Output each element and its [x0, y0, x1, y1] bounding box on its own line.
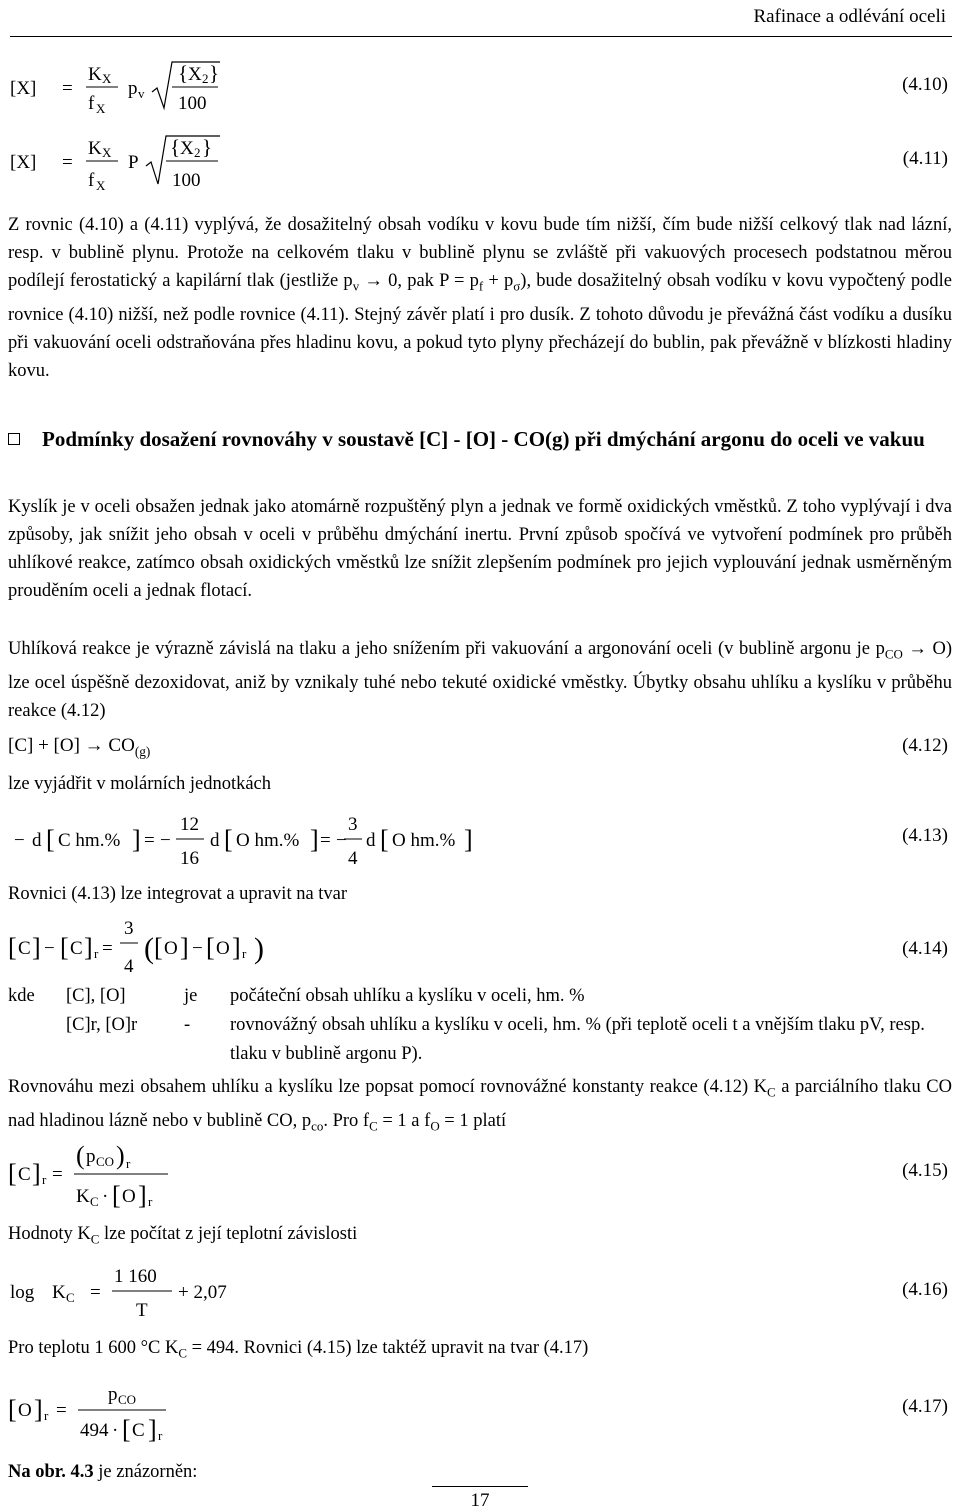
eq411-f-sub: X: [96, 178, 106, 193]
svg-text:C: C: [18, 938, 31, 959]
eq410-lhs: [X]: [10, 78, 37, 99]
svg-text:494: 494: [80, 1420, 109, 1441]
svg-text:=: =: [320, 830, 331, 851]
paragraph-integrate: Rovnici (4.13) lze integrovat a upravit na tvar: [8, 884, 348, 904]
svg-text:4: 4: [348, 848, 358, 869]
eq416-number: (4.16): [902, 1279, 948, 1300]
eq410-p: p: [128, 78, 138, 99]
eq410-f-sub: X: [96, 101, 106, 116]
svg-text:): ): [254, 932, 264, 965]
equation-4-15: [8, 1136, 248, 1212]
eq414-number: (4.14): [902, 938, 948, 959]
eq413-number: (4.13): [902, 825, 948, 846]
eq410-x2-sub: 2: [202, 71, 209, 86]
svg-text:[: [: [8, 1395, 17, 1424]
svg-text:]: ]: [32, 1159, 41, 1188]
equation-4-11: [8, 130, 248, 200]
eq410-k: K: [88, 64, 102, 85]
svg-text:(: (: [76, 1141, 85, 1170]
eq410-f: f: [88, 93, 95, 114]
svg-text:[: [: [8, 1159, 17, 1188]
svg-text:log: log: [10, 1282, 35, 1303]
paragraph-molar: lze vyjádřit v molárních jednotkách: [8, 774, 272, 794]
svg-text:=: =: [52, 1164, 63, 1185]
eq411-P: P: [128, 152, 139, 173]
paragraph-carbon-reaction: Uhlíková reakce je výrazně závislá na tlaku a jeho snížením při vakuování a argonování oceli (v bublině argonu je $p_{CO} \to O$) lze ocel úspěšně dezoxidovat, aniž by vznikaly tuhé nebo tekuté oxidické vměstky. Úbytky obsahu uhlíku a kyslíku v průběhu reakce (4.12): [8, 639, 952, 721]
eq410-p-sub: v: [138, 86, 145, 101]
svg-text:d: d: [32, 830, 42, 851]
svg-text:[: [: [206, 933, 215, 962]
svg-text:r: r: [44, 1408, 49, 1423]
svg-text:−: −: [160, 830, 171, 851]
svg-text:}: }: [202, 135, 213, 159]
eq417-number: (4.17): [902, 1396, 948, 1417]
eq411-f: f: [88, 170, 95, 191]
running-header: Rafinace a odlévání oceli: [753, 6, 946, 27]
svg-text:]: ]: [32, 933, 41, 962]
svg-text:C: C: [18, 1164, 31, 1185]
eq410-k-sub: X: [102, 71, 112, 86]
svg-text:[: [: [60, 933, 69, 962]
equation-4-10: [8, 56, 248, 120]
svg-text:[: [: [380, 825, 389, 854]
equation-4-16: [8, 1260, 268, 1326]
eq411-k: K: [88, 138, 102, 159]
svg-text:{: {: [178, 61, 189, 85]
svg-text:r: r: [126, 1156, 131, 1171]
eq412-number: (4.12): [902, 735, 948, 756]
svg-text:CO: CO: [96, 1154, 115, 1169]
svg-text:4: 4: [124, 956, 134, 977]
svg-text:]: ]: [464, 825, 473, 854]
svg-text:−: −: [336, 830, 347, 851]
eq410-den: 100: [178, 93, 207, 114]
svg-text:=: =: [90, 1282, 101, 1303]
svg-text:12: 12: [180, 814, 199, 835]
svg-text:r: r: [242, 946, 247, 961]
svg-text:=: =: [102, 938, 113, 959]
equation-4-14: [8, 910, 328, 986]
section-heading: Podmínky dosažení rovnováhy v soustavě [C] - [O] - CO(g) při dmýchání argonu do oceli ve vakuu: [8, 425, 952, 454]
svg-text:O: O: [122, 1186, 136, 1207]
paragraph-hydrogen: Z rovnic (4.10) a (4.11) vyplývá, že dosažitelný obsah vodíku v kovu bude tím nižší, čím bude nižší celkový tlak nad lázní, resp. v bublině plynu. Protože na celkovém tlaku v bublině plynu se zvláště při vakuových procesech podstatnou měrou podílejí ferostatický a kapilární tlak (jestliže $p_v \to 0$, pak $P = p_f + p_\sigma$), bude dosažitelný obsah vodíku v kovu vypočtený podle rovnice (4.10) nižší, než podle rovnice (4.11). Stejný závěr platí i pro dusík. Z tohoto důvodu je převážná část vodíku a dusíku při vakuování oceli odstraňována přes hladinu kovu, a pokud tyto plyny přecházejí do bublin, pak převážně v blízkosti hladiny kovu.: [8, 215, 953, 381]
svg-text:[: [: [122, 1415, 131, 1444]
svg-text:O hm.%: O hm.%: [236, 830, 300, 851]
svg-text:]: ]: [148, 1415, 157, 1444]
svg-text:d: d: [210, 830, 220, 851]
svg-text:[: [: [224, 825, 233, 854]
svg-text:K: K: [52, 1282, 66, 1303]
paragraph-equilibrium: Rovnováhu mezi obsahem uhlíku a kyslíku lze popsat pomocí rovnovážné konstanty reakce (4.12) $K_C$ a parciálního tlaku CO nad hladinou lázně nebo v bublině CO, $p_{co}$. Pro $f_C = 1$ a $f_O = 1$ platí: [8, 1077, 952, 1134]
svg-text:C hm.%: C hm.%: [58, 830, 121, 851]
svg-text:[: [: [154, 933, 163, 962]
eq411-x2: X: [180, 138, 194, 159]
svg-text:]: ]: [132, 825, 141, 854]
svg-text:−: −: [14, 830, 25, 851]
eq410-equals: =: [62, 78, 73, 99]
svg-text:p: p: [108, 1384, 118, 1405]
footer-rule: [432, 1486, 528, 1487]
svg-text:CO: CO: [118, 1392, 137, 1407]
svg-text:+ 2,07: + 2,07: [178, 1282, 227, 1303]
svg-text:C: C: [90, 1194, 99, 1209]
eq411-k-sub: X: [102, 145, 112, 160]
equation-4-17: [8, 1374, 228, 1450]
svg-text:C: C: [70, 938, 83, 959]
eq410-number: (4.10): [902, 74, 948, 95]
svg-text:O: O: [216, 938, 230, 959]
svg-text:1 160: 1 160: [114, 1266, 157, 1287]
svg-text:C: C: [132, 1420, 145, 1441]
svg-text:[: [: [112, 1181, 121, 1210]
svg-text:d: d: [366, 830, 376, 851]
eq411-lhs: [X]: [10, 152, 37, 173]
svg-text:]: ]: [180, 933, 189, 962]
svg-text:T: T: [136, 1300, 148, 1321]
symbol-legend: kde [C], [O] je počáteční obsah uhlíku a kyslíku v oceli, hm. % [C]r, [O]r - rovnovážný obsah uhlíku a kyslíku v oceli, hm. % (při teplotě oceli t a vnějším tlaku pV, resp. tlaku v bublině argonu P).: [8, 986, 925, 1064]
svg-text:}: }: [209, 61, 220, 85]
header-rule: [10, 36, 952, 37]
svg-text:−: −: [192, 938, 203, 959]
svg-text:r: r: [94, 946, 99, 961]
svg-text:O: O: [164, 938, 178, 959]
paragraph-kc-values: Hodnoty $K_C$ lze počítat z její teplotní závislosti: [8, 1224, 358, 1247]
equation-4-13: [8, 808, 488, 874]
svg-text:3: 3: [124, 918, 134, 939]
svg-text:]: ]: [138, 1181, 147, 1210]
eq411-number: (4.11): [902, 148, 948, 169]
eq415-number: (4.15): [902, 1160, 948, 1181]
svg-text:p: p: [86, 1146, 96, 1167]
svg-text:]: ]: [84, 933, 93, 962]
svg-text:·: ·: [102, 1186, 109, 1207]
svg-text:r: r: [42, 1172, 47, 1187]
svg-text:3: 3: [348, 814, 358, 835]
checkbox-bullet-icon: [8, 433, 20, 445]
svg-text:]: ]: [310, 825, 319, 854]
eq410-x2: X: [188, 64, 202, 85]
svg-text:r: r: [148, 1194, 153, 1209]
svg-text:[: [: [8, 933, 17, 962]
svg-text:r: r: [158, 1428, 163, 1443]
svg-text:(: (: [144, 932, 154, 965]
eq411-den: 100: [172, 170, 201, 191]
svg-text:O hm.%: O hm.%: [392, 830, 456, 851]
svg-text:16: 16: [180, 848, 199, 869]
paragraph-figure-ref: Na obr. 4.3 je znázorněn:: [8, 1462, 198, 1482]
svg-text:{: {: [170, 135, 181, 159]
svg-text:−: −: [44, 938, 55, 959]
svg-text:·: ·: [112, 1420, 119, 1441]
eq411-equals: =: [62, 152, 73, 173]
svg-text:O: O: [18, 1400, 32, 1421]
paragraph-oxygen: Kyslík je v oceli obsažen jednak jako atomárně rozpuštěný plyn a jednak ve formě oxidických vměstků. Z toho vyplývají i dva způsoby, jak snížit jeho obsah v oceli v průběhu dmýchání inertu. První způsob spočívá ve vytvoření podmínek pro průběh uhlíkové reakce, zatímco obsah oxidických vměstků lze snížit zlepšením podmínek pro jejich vyplouvání jednak usměrněným prouděním oceli a jednak flotací.: [8, 497, 952, 601]
equation-4-12: $[C] + [O] \to CO_{(g)}$: [8, 735, 151, 759]
page-number: 17: [470, 1490, 490, 1511]
svg-text:): ): [116, 1141, 125, 1170]
svg-text:C: C: [66, 1290, 75, 1305]
eq411-x2-sub: 2: [194, 145, 201, 160]
svg-text:K: K: [76, 1186, 90, 1207]
paragraph-1600: Pro teplotu 1 600 °C $K_C = 494$. Rovnici (4.15) lze taktéž upravit na tvar (4.17): [8, 1338, 589, 1361]
svg-text:[: [: [46, 825, 55, 854]
svg-text:=: =: [144, 830, 155, 851]
svg-text:]: ]: [34, 1395, 43, 1424]
svg-text:]: ]: [232, 933, 241, 962]
svg-text:=: =: [56, 1400, 67, 1421]
